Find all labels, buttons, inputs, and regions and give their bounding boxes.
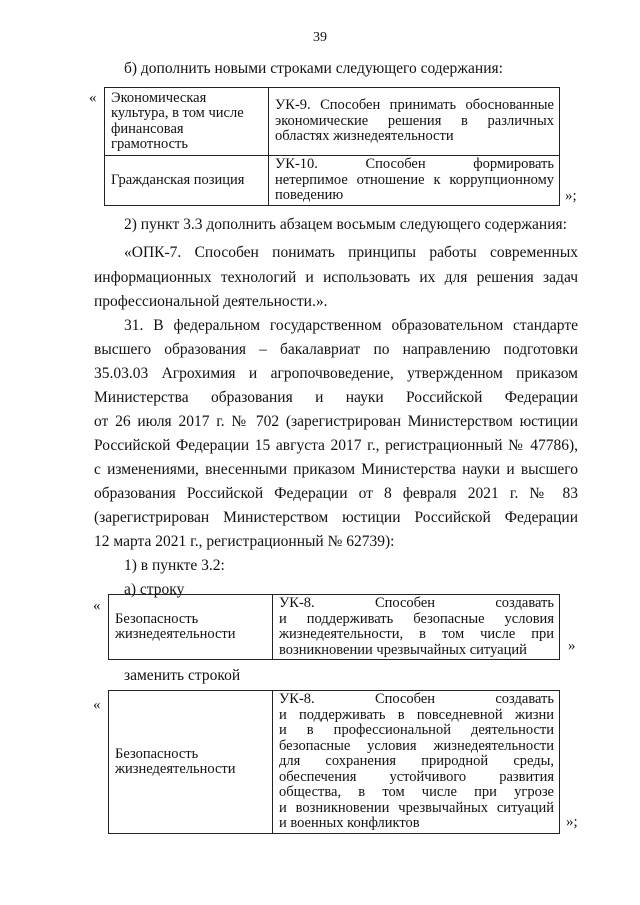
cell-line: и в профессиональной деятельности <box>279 722 554 739</box>
quote-open-2: « <box>93 598 101 614</box>
quote-close-2: » <box>568 638 576 654</box>
quote-open-3: « <box>93 697 101 713</box>
cell-line: и возникновении чрезвычайных ситуаций <box>279 799 554 816</box>
table-1-row-1-right <box>269 88 560 156</box>
table-2-right <box>273 595 560 660</box>
table-1-row-2-left <box>105 156 269 206</box>
par31-line-9: (зарегистрирован Министерством юстиции Российской Федерации <box>94 509 578 526</box>
cell-line: жизнедеятельности <box>115 626 236 642</box>
cell-line: Безопасность <box>115 745 199 762</box>
cell-line: УК-10. Способен формировать <box>275 156 554 173</box>
par31-line-7: с изменениями, внесенными приказом Министерства науки и высшего <box>94 461 578 478</box>
replace-with: заменить строкой <box>124 667 241 684</box>
quote-close-1: »; <box>565 188 577 204</box>
cell-line: возникновении чрезвычайных ситуаций <box>279 641 527 658</box>
opk-line-3: профессиональной деятельности.». <box>94 293 328 310</box>
par31-line-1: 31. В федеральном государственном образовательном стандарте <box>124 317 578 334</box>
cell-line: поведению <box>275 187 344 204</box>
par31-line-4: Министерства образования и науки Российской Федерации <box>94 389 578 406</box>
cell-line: грамотность <box>111 136 188 152</box>
table-1-row-1 <box>105 88 560 156</box>
par31-line-6: Российской Федерации 15 августа 2017 г., регистрационный № 47786), <box>94 437 578 454</box>
intro-b: б) дополнить новыми строками следующего содержания: <box>124 60 503 77</box>
table-1 <box>104 87 560 206</box>
cell-line: культура, в том числе <box>111 105 244 121</box>
cell-line: финансовая <box>111 120 184 137</box>
cell-line: и военных конфликтов <box>279 815 420 832</box>
cell-line: и поддерживать безопасные условия <box>279 610 554 627</box>
cell-line: УК-8. Способен создавать <box>279 595 554 611</box>
cell-line: экономические решения в различных <box>275 112 554 129</box>
par31-line-5: от 26 июля 2017 г. № 702 (зарегистрирован Министерством юстиции <box>94 413 578 430</box>
cell-line: жизнедеятельности, в том числе при <box>279 626 554 642</box>
cell-line: областях жизнедеятельности <box>275 128 454 145</box>
table-1-row-1-left <box>105 88 269 156</box>
table-3-row <box>109 691 560 834</box>
table-2-row <box>109 595 560 660</box>
cell-line: жизнедеятельности <box>115 761 236 777</box>
cell-line: нетерпимое отношение к коррупционному <box>275 171 554 188</box>
opk-line-2: информационных технологий и использовать их для решения задач <box>94 269 578 286</box>
cell-line: безопасные условия жизнедеятельности <box>279 737 554 754</box>
cell-line: для сохранения природной среды, <box>279 753 554 770</box>
opk-line-1: «ОПК-7. Способен понимать принципы работы современных <box>124 244 578 261</box>
cell-line: УК-9. Способен принимать обоснованные <box>275 97 554 114</box>
item-2: 2) пункт 3.3 дополнить абзацем восьмым следующего содержания: <box>124 216 567 233</box>
cell-line: обеспечения устойчивого развития <box>279 768 554 785</box>
table-3-left <box>109 691 273 834</box>
cell-line: УК-8. Способен создавать <box>279 691 554 708</box>
page-number: 39 <box>313 30 327 45</box>
item-a: а) строку <box>124 581 185 598</box>
cell-line: общества, в том числе при угрозе <box>279 784 554 801</box>
quote-close-3: »; <box>566 814 578 830</box>
table-1-row-2-right <box>269 156 560 206</box>
table-2 <box>108 594 560 660</box>
item-1: 1) в пункте 3.2: <box>124 557 225 574</box>
table-3 <box>108 690 560 834</box>
quote-open-1: « <box>89 90 97 106</box>
par31-line-8: образования Российской Федерации от 8 февраля 2021 г. № 83 <box>94 485 578 502</box>
table-2-left <box>109 595 273 660</box>
cell-line: и поддерживать в повседневной жизни <box>279 706 554 723</box>
par31-line-2: высшего образования – бакалавриат по направлению подготовки <box>94 341 578 358</box>
table-1-row-2 <box>105 156 560 206</box>
par31-line-3: 35.03.03 Агрохимия и агропочвоведение, утвержденном приказом <box>94 365 578 382</box>
par31-line-10: 12 марта 2021 г., регистрационный № 62739): <box>94 533 395 550</box>
cell-line: Безопасность <box>115 610 199 627</box>
cell-line: Экономическая <box>111 89 207 106</box>
table-3-right <box>273 691 560 834</box>
cell-line: Гражданская позиция <box>111 171 245 188</box>
